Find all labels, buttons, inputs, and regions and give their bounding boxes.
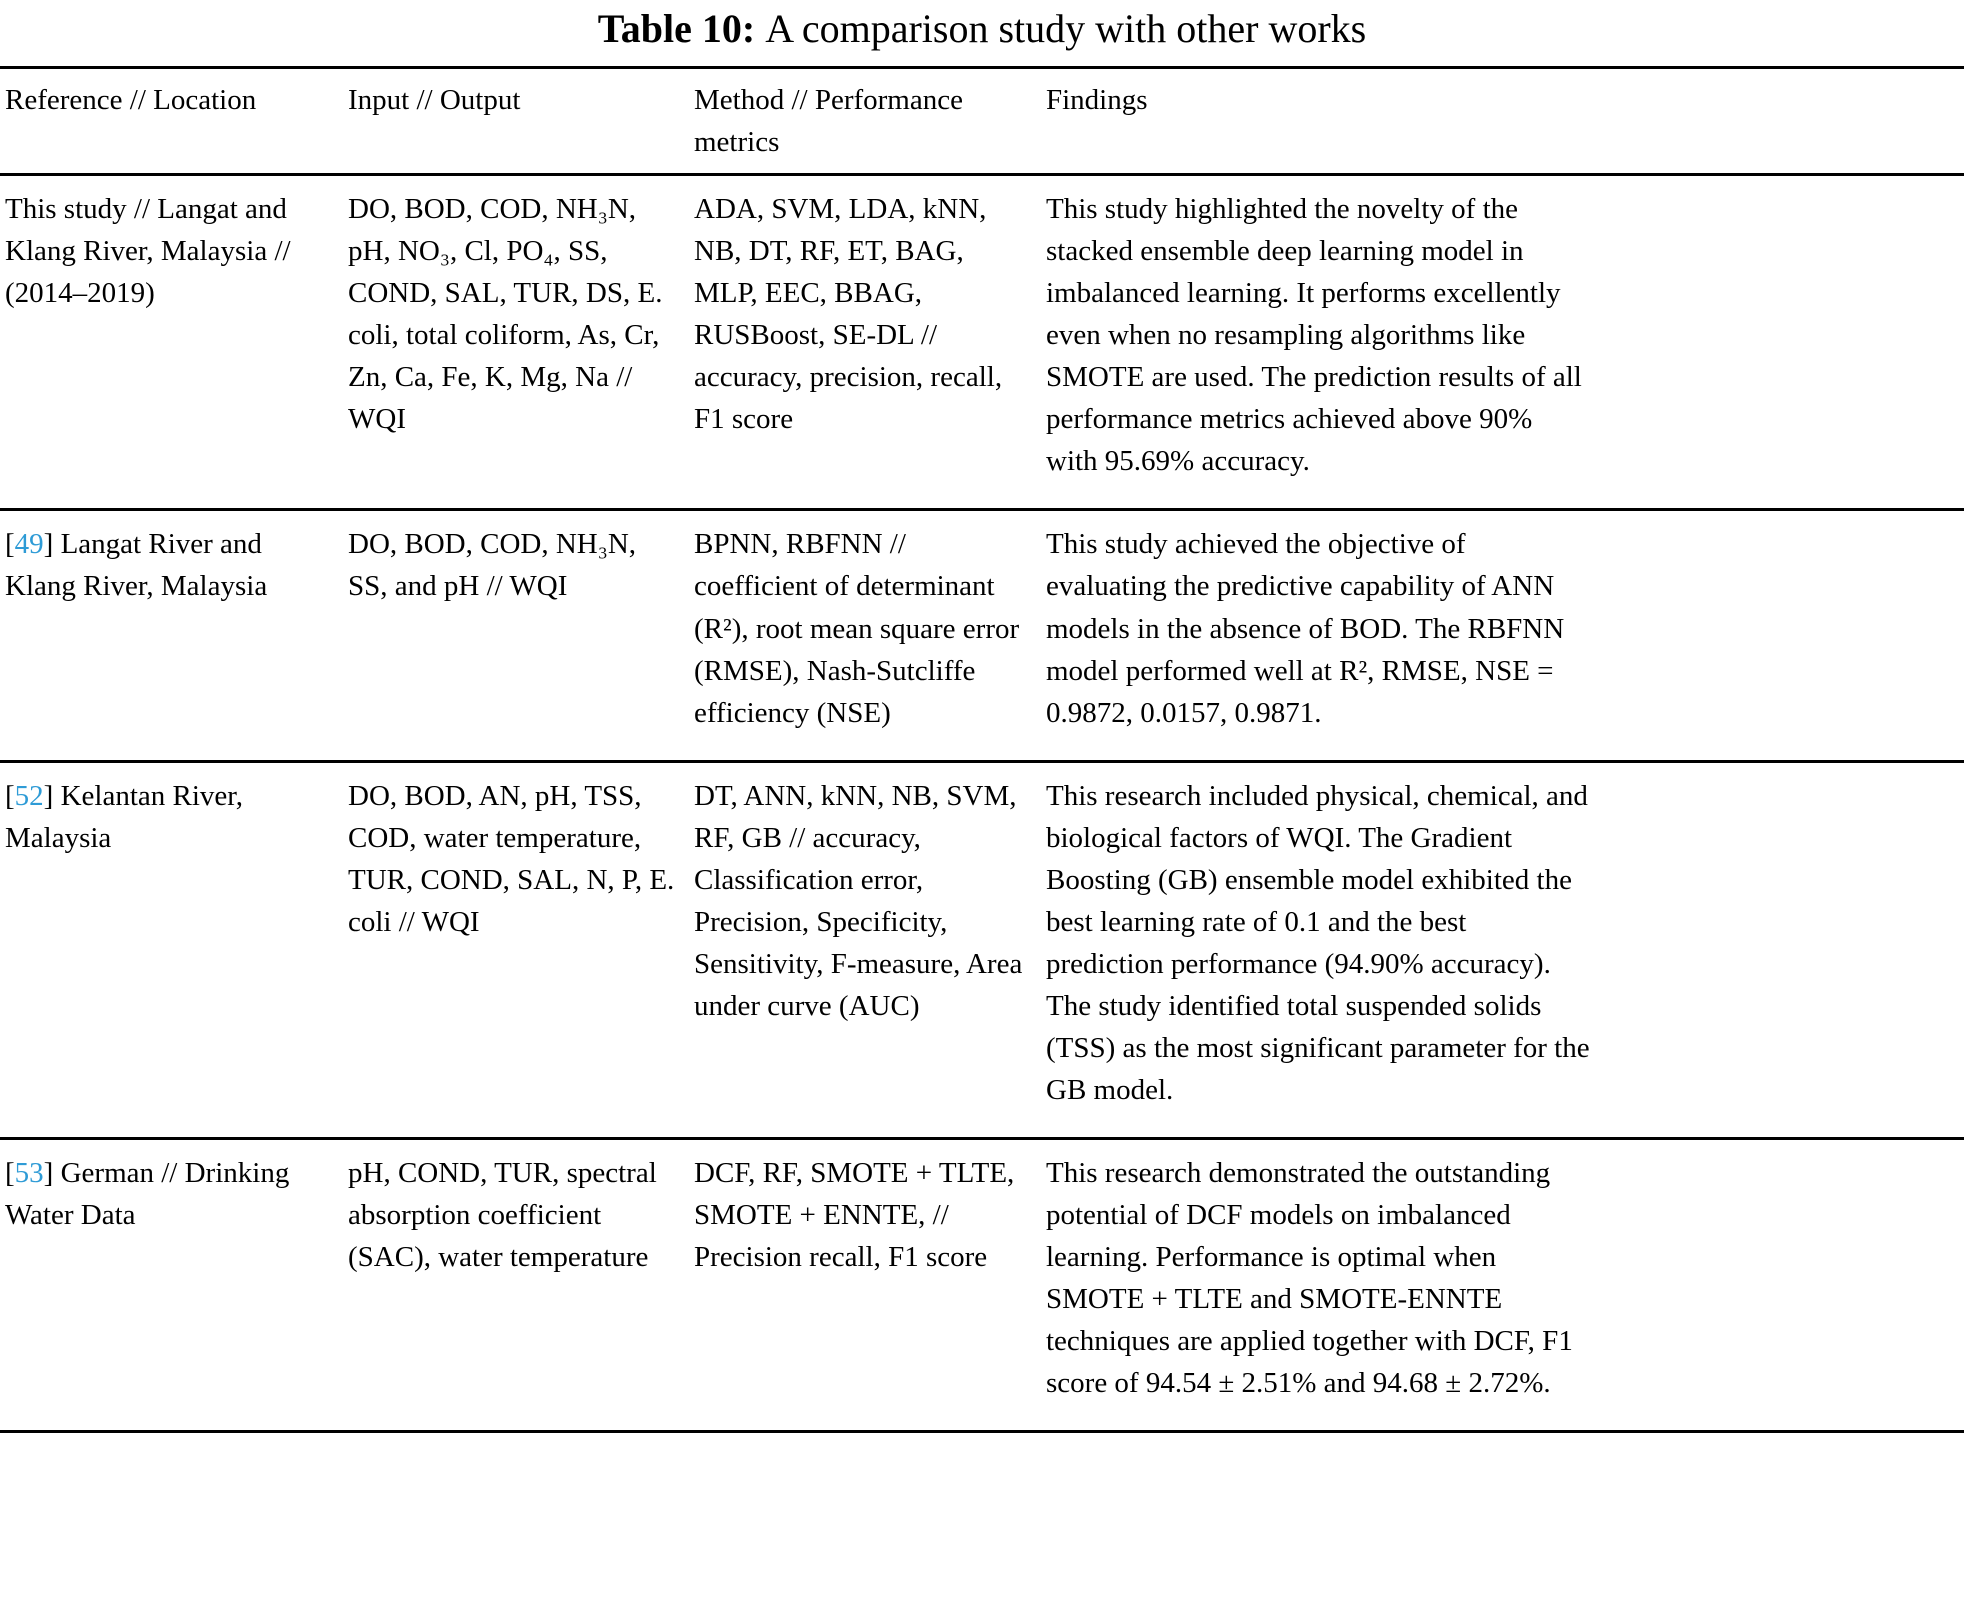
table-header-row — [0, 69, 1964, 176]
citation-link-52[interactable]: 52 — [14, 779, 44, 812]
reference-cell — [0, 176, 348, 508]
input-output-cell: DO, BOD, COD, NH₃N, SS, and pH // WQI — [348, 528, 637, 603]
reference-cell — [0, 1140, 348, 1430]
findings-cell: This study achieved the objective of evaluating the predictive capability of ANN models in the absence of BOD. The RBFNN model performed well at R², RMSE, NSE = 0.9872, 0.0157, 0.9871. — [1046, 528, 1565, 729]
table-caption: A comparison study with other works — [765, 6, 1367, 51]
col-header-findings: Findings — [1046, 84, 1148, 116]
input-output-cell: DO, BOD, AN, pH, TSS, COD, water temperature, TUR, COND, SAL, N, P, E. coli // WQI — [348, 779, 675, 938]
method-metrics-cell: DCF, RF, SMOTE + TLTE, SMOTE + ENNTE, // Precision recall, F1 score — [694, 1157, 1015, 1274]
method-metrics-cell: DT, ANN, kNN, NB, SVM, RF, GB // accuracy, Classification error, Precision, Specificity, Sensitivity, F-measure, Area under curve (AUC) — [694, 779, 1023, 1022]
reference-text: Kelantan River, Malaysia — [5, 779, 244, 854]
method-metrics-cell: BPNN, RBFNN // coefficient of determinant (R²), root mean square error (RMSE), Nash-Sutcliffe efficiency (NSE) — [694, 528, 1020, 729]
findings-cell: This research demonstrated the outstanding potential of DCF models on imbalanced learning. Performance is optimal when SMOTE + TLTE and SMOTE-ENNTE techniques are applied together with DCF, F1 score of 94.54 ± 2.51% and 94.68 ± 2.72%. — [1046, 1157, 1573, 1400]
comparison-table — [0, 66, 1964, 1433]
table-number-label: Table 10: — [597, 6, 756, 51]
table-row-ref-52 — [0, 763, 1964, 1140]
reference-text: This study // Langat and Klang River, Malaysia // (2014–2019) — [5, 193, 291, 310]
citation-bracket-close: ] — [43, 1157, 54, 1190]
table-title — [0, 6, 1964, 52]
citation-bracket-open: [ — [5, 1157, 15, 1190]
table-row-ref-53 — [0, 1140, 1964, 1433]
findings-cell: This study highlighted the novelty of the stacked ensemble deep learning model in imbalanced learning. It performs excellently even when no resampling algorithms like SMOTE are used. The prediction results of all performance metrics achieved above 90% with 95.69% accuracy. — [1046, 193, 1582, 478]
method-metrics-cell: ADA, SVM, LDA, kNN, NB, DT, RF, ET, BAG, MLP, EEC, BBAG, RUSBoost, SE-DL // accuracy, precision, recall, F1 score — [694, 193, 1003, 436]
table-row-ref-49 — [0, 511, 1964, 762]
reference-text: Langat River and Klang River, Malaysia — [5, 528, 268, 603]
reference-cell — [0, 511, 348, 759]
reference-text: German // Drinking Water Data — [5, 1157, 290, 1232]
col-header-input-output: Input // Output — [348, 84, 521, 116]
table-row-this-study — [0, 176, 1964, 511]
col-header-method-metrics: Method // Performance metrics — [694, 84, 963, 159]
citation-link-53[interactable]: 53 — [14, 1157, 44, 1190]
citation-link-49[interactable]: 49 — [14, 528, 44, 561]
input-output-cell: DO, BOD, COD, NH₃N, pH, NO₃, Cl, PO₄, SS, COND, SAL, TUR, DS, E. coli, total coliform, As, Cr, Zn, Ca, Fe, K, Mg, Na // WQI — [348, 193, 663, 436]
citation-bracket-open: [ — [5, 779, 15, 812]
reference-cell — [0, 763, 348, 1137]
findings-cell: This research included physical, chemical, and biological factors of WQI. The Gradient Boosting (GB) ensemble model exhibited the best learning rate of 0.1 and the best prediction performance (94.90% accuracy). The study identified total suspended solids (TSS) as the most significant parameter for the GB model. — [1046, 779, 1590, 1106]
citation-bracket-close: ] — [43, 528, 54, 561]
citation-bracket-close: ] — [43, 779, 54, 812]
col-header-reference-location: Reference // Location — [5, 84, 257, 116]
input-output-cell: pH, COND, TUR, spectral absorption coefficient (SAC), water temperature — [348, 1157, 657, 1274]
citation-bracket-open: [ — [5, 528, 15, 561]
